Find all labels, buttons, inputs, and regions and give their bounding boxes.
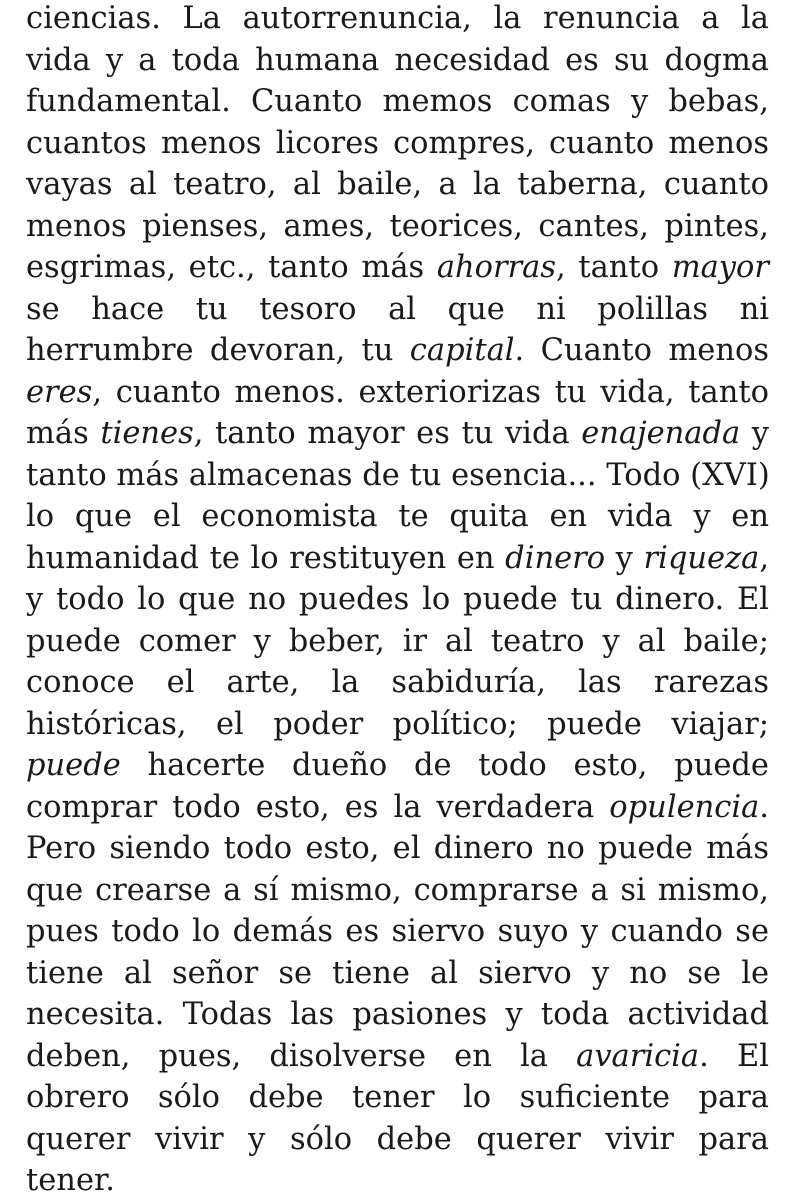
text-line [26, 247, 769, 289]
text-line [26, 496, 769, 538]
text-line [26, 1160, 769, 1202]
text-span: vayas al teatro, al baile, a la taberna, cuanto [26, 167, 769, 202]
text-span: esgrimas, etc., tanto más [26, 250, 437, 285]
text-line [26, 164, 769, 206]
text-line [26, 953, 769, 995]
text-span: fundamental. Cuanto memos comas y bebas, [26, 84, 769, 119]
text-line [26, 0, 769, 40]
text-line [26, 621, 769, 663]
italic-text: opulencia [609, 789, 760, 825]
text-span: menos pienses, ames, teorices, cantes, pintes, [26, 208, 769, 244]
italic-text: ahorras [436, 250, 557, 285]
text-span: cuantos menos licores compres, cuanto menos [26, 125, 769, 161]
text-span: humanidad te lo restituyen en [26, 540, 506, 576]
text-line [26, 123, 769, 165]
text-line [26, 704, 769, 746]
text-span: comprar todo esto, es la verdadera [26, 789, 610, 825]
italic-text: avaricia [576, 1038, 700, 1074]
text-line [26, 994, 769, 1036]
text-span: . [759, 789, 769, 825]
text-line [26, 579, 769, 621]
text-span: más [26, 416, 101, 451]
text-span: tanto más almacenas de tu esencia... Todo (XVI) [26, 457, 770, 493]
text-line [26, 330, 769, 372]
text-span: puede comer y beber, ir al teatro y al baile; [26, 623, 769, 659]
text-span: conoce el arte, la sabiduría, las rarezas [26, 665, 769, 700]
italic-text: riqueza [643, 540, 760, 576]
document-page [26, 0, 769, 1202]
italic-text: mayor [671, 250, 769, 285]
text-span: históricas, el poder político; puede viajar; [26, 706, 769, 742]
text-line [26, 1077, 769, 1119]
body-paragraph [26, 0, 769, 1202]
italic-text: capital [409, 333, 515, 368]
text-span: , tanto [556, 250, 672, 285]
text-span: ciencias. La autorrenuncia, la renuncia a la [26, 1, 769, 36]
italic-text: tienes [100, 416, 194, 451]
text-span: vida y a toda humana necesidad es su dogma [26, 42, 769, 78]
italic-text: dinero [505, 540, 606, 576]
text-line [26, 1036, 769, 1078]
text-span: , cuanto menos. exteriorizas tu vida, tanto [92, 374, 769, 410]
text-line [26, 455, 769, 497]
text-span: lo que el economista te quita en vida y en [26, 499, 769, 534]
italic-text: puede [26, 748, 121, 783]
text-span: . El [699, 1038, 769, 1074]
text-line [26, 911, 769, 953]
text-span: hacerte dueño de todo esto, puede [120, 748, 769, 783]
text-line [26, 413, 769, 455]
text-line [26, 206, 769, 248]
text-span: pues todo lo demás es siervo suyo y cuando se [26, 914, 769, 949]
text-span: Pero siendo todo esto, el dinero no puede más [26, 831, 769, 866]
text-line [26, 538, 769, 580]
italic-text: eres [26, 374, 93, 410]
text-span: necesita. Todas las pasiones y toda actividad [26, 997, 769, 1032]
text-line [26, 1119, 769, 1161]
text-span: y [605, 540, 644, 576]
text-span: y [740, 416, 769, 451]
text-line [26, 40, 769, 82]
text-span: que crearse a sí mismo, comprarse a si mismo, [26, 872, 769, 908]
text-line [26, 745, 769, 787]
text-line [26, 289, 769, 331]
text-line [26, 81, 769, 123]
italic-text: enajenada [581, 416, 741, 451]
text-line [26, 662, 769, 704]
text-span: obrero sólo debe tener lo suficiente para [26, 1080, 769, 1115]
text-span: se hace tu tesoro al que ni polillas ni [26, 291, 769, 327]
text-span: herrumbre devoran, tu [26, 333, 410, 368]
text-line [26, 372, 769, 414]
text-line [26, 787, 769, 829]
text-span: tiene al señor se tiene al siervo y no se le [26, 955, 769, 991]
text-span: . Cuanto menos [514, 333, 769, 368]
text-line [26, 870, 769, 912]
text-line [26, 828, 769, 870]
text-span: tener. [26, 1163, 115, 1198]
text-span: , [759, 540, 770, 576]
text-span: deben, pues, disolverse en la [26, 1038, 577, 1074]
text-span: y todo lo que no puedes lo puede tu dinero. El [26, 582, 769, 617]
text-span: querer vivir y sólo debe querer vivir para [26, 1121, 769, 1157]
text-span: , tanto mayor es tu vida [193, 416, 582, 451]
